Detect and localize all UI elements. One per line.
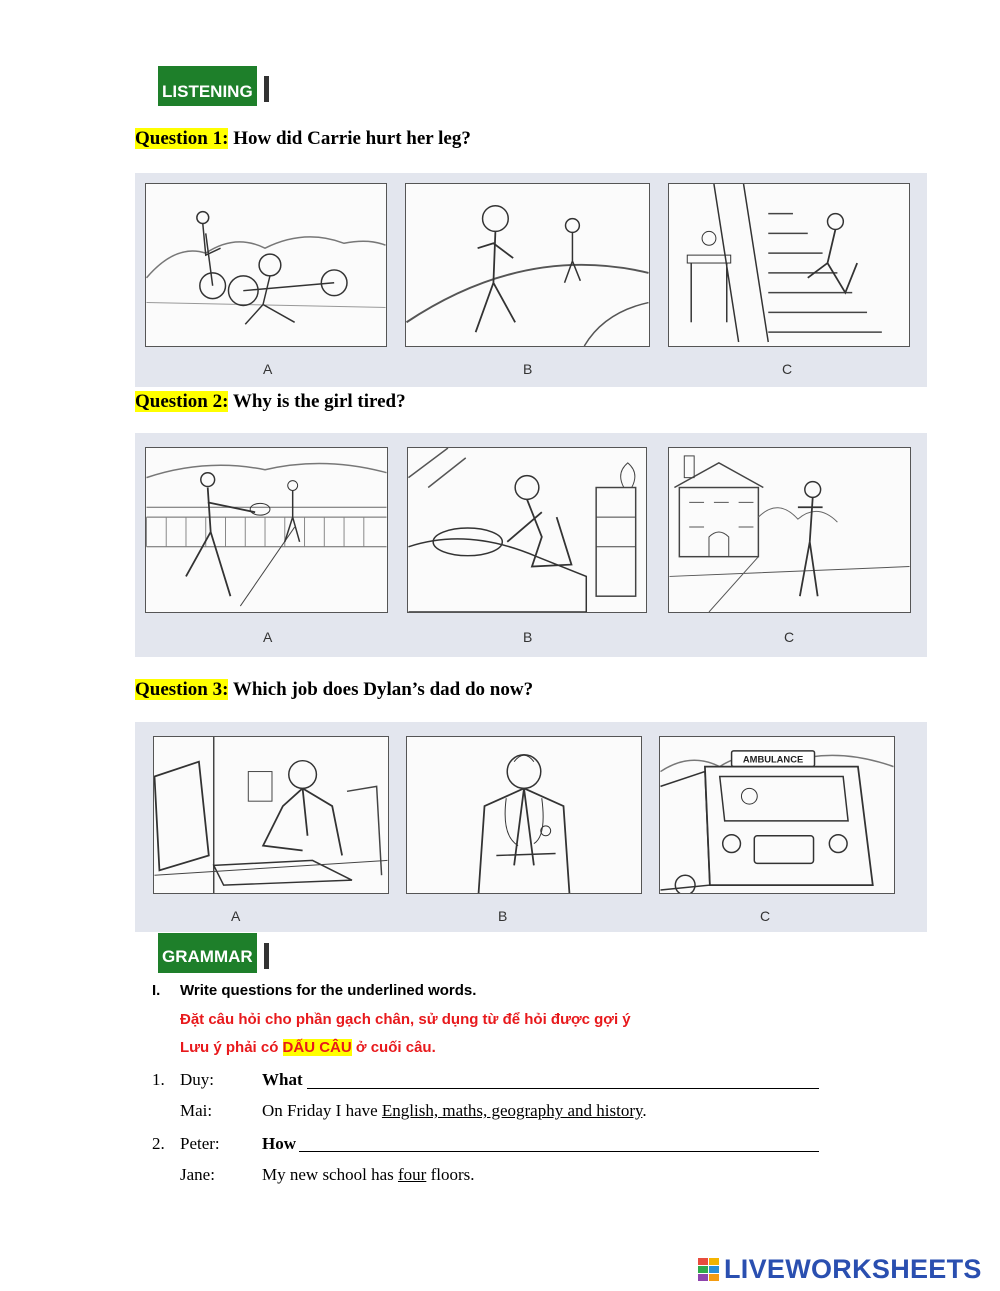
- question-3-label: Question 3:: [135, 679, 229, 700]
- walking-home-illustration: [669, 448, 910, 612]
- q1-option-c-picture[interactable]: [668, 183, 910, 347]
- office-worker-illustration: [154, 737, 388, 893]
- q3-option-a-picture[interactable]: [153, 736, 389, 894]
- liveworksheets-logo-icon: [698, 1258, 720, 1282]
- exercise-2-speaker-q: Peter:: [180, 1134, 220, 1153]
- ambulance-sign-text: AMBULANCE: [742, 754, 804, 765]
- instruction-number: I.: [152, 982, 161, 999]
- tennis-illustration: [146, 448, 387, 612]
- q2-option-c-letter: C: [784, 629, 795, 645]
- question-2-text: Why is the girl tired?: [232, 391, 406, 412]
- stairs-fall-illustration: [669, 184, 909, 346]
- exercise-1-number: 1.: [152, 1070, 165, 1089]
- q1-option-a-picture[interactable]: [145, 183, 387, 347]
- question-1-picture-strip: [135, 173, 927, 387]
- q2-option-a-letter: A: [263, 629, 273, 645]
- instruction-vietnamese-1: Đặt câu hỏi cho phần gạch chân, sử dụng từ để hỏi được gợi ý: [180, 1011, 631, 1028]
- exercise-2-answer-pre: My new school has: [262, 1165, 398, 1184]
- exercise-2-underlined-word: four: [397, 1165, 427, 1184]
- question-1: [135, 128, 471, 150]
- instruction-vietnamese-2-pre: Lưu ý phải có: [180, 1039, 283, 1056]
- q3-option-b-letter: B: [498, 908, 508, 924]
- question-3-text: Which job does Dylan’s dad do now?: [232, 679, 534, 700]
- question-2-label: Question 2:: [135, 391, 229, 412]
- q1-option-b-picture[interactable]: [405, 183, 650, 347]
- q1-option-c-letter: C: [782, 361, 793, 377]
- question-2-picture-strip: [135, 433, 927, 657]
- instruction-text: Write questions for the underlined words.: [180, 982, 477, 999]
- exercise-2-question-word: How: [262, 1134, 296, 1153]
- instruction-vietnamese-2: [180, 1039, 436, 1056]
- making-bed-illustration: [408, 448, 646, 612]
- exercise-1-speaker-q: Duy:: [180, 1070, 214, 1089]
- exercise-2-answer-input[interactable]: [302, 1129, 819, 1153]
- q3-option-c-letter: C: [760, 908, 771, 924]
- q3-option-b-picture[interactable]: [406, 736, 642, 894]
- q2-option-c-picture[interactable]: [668, 447, 911, 613]
- question-3-picture-strip: [135, 722, 927, 932]
- text-cursor-bar: [264, 76, 269, 102]
- question-1-label: Question 1:: [135, 128, 229, 149]
- punctuation-highlight: DẤU CÂU: [282, 1039, 352, 1056]
- q2-option-a-picture[interactable]: [145, 447, 388, 613]
- exercise-2-answer-post: floors.: [426, 1165, 475, 1184]
- question-3: [135, 679, 533, 701]
- liveworksheets-brand[interactable]: LIVEWORKSHEETS: [724, 1254, 982, 1284]
- instruction-vietnamese-2-post: ở cuối câu.: [351, 1039, 436, 1056]
- q3-option-c-picture[interactable]: [659, 736, 895, 894]
- exercise-1-answer-input[interactable]: [310, 1066, 819, 1090]
- exercise-1-question-word: What: [262, 1070, 303, 1089]
- exercise-2-answer-text: [262, 1165, 474, 1185]
- question-1-text: How did Carrie hurt her leg?: [233, 128, 471, 149]
- exercise-1-underlined-words: English, maths, geography and history: [381, 1101, 643, 1120]
- running-girls-illustration: [406, 184, 649, 346]
- bicycle-accident-illustration: [146, 184, 386, 346]
- grammar-section-tag: GRAMMAR: [158, 933, 257, 973]
- question-2: [135, 391, 406, 413]
- exercise-1-speaker-a: Mai:: [180, 1101, 213, 1120]
- listening-section-tag: LISTENING: [158, 66, 257, 106]
- q1-option-a-letter: A: [263, 361, 273, 377]
- doctor-illustration: [407, 737, 641, 893]
- exercise-1-answer-post: .: [642, 1101, 647, 1120]
- exercise-2-number: 2.: [152, 1134, 165, 1153]
- q2-option-b-picture[interactable]: [407, 447, 647, 613]
- exercise-1-answer-pre: On Friday I have: [262, 1101, 382, 1120]
- exercise-2-speaker-a: Jane:: [180, 1165, 215, 1184]
- q1-option-b-letter: B: [523, 361, 533, 377]
- exercise-1-answer-text: [262, 1101, 647, 1121]
- text-cursor-bar-2: [264, 943, 269, 969]
- q2-option-b-letter: B: [523, 629, 533, 645]
- ambulance-illustration: [660, 737, 894, 893]
- q3-option-a-letter: A: [231, 908, 241, 924]
